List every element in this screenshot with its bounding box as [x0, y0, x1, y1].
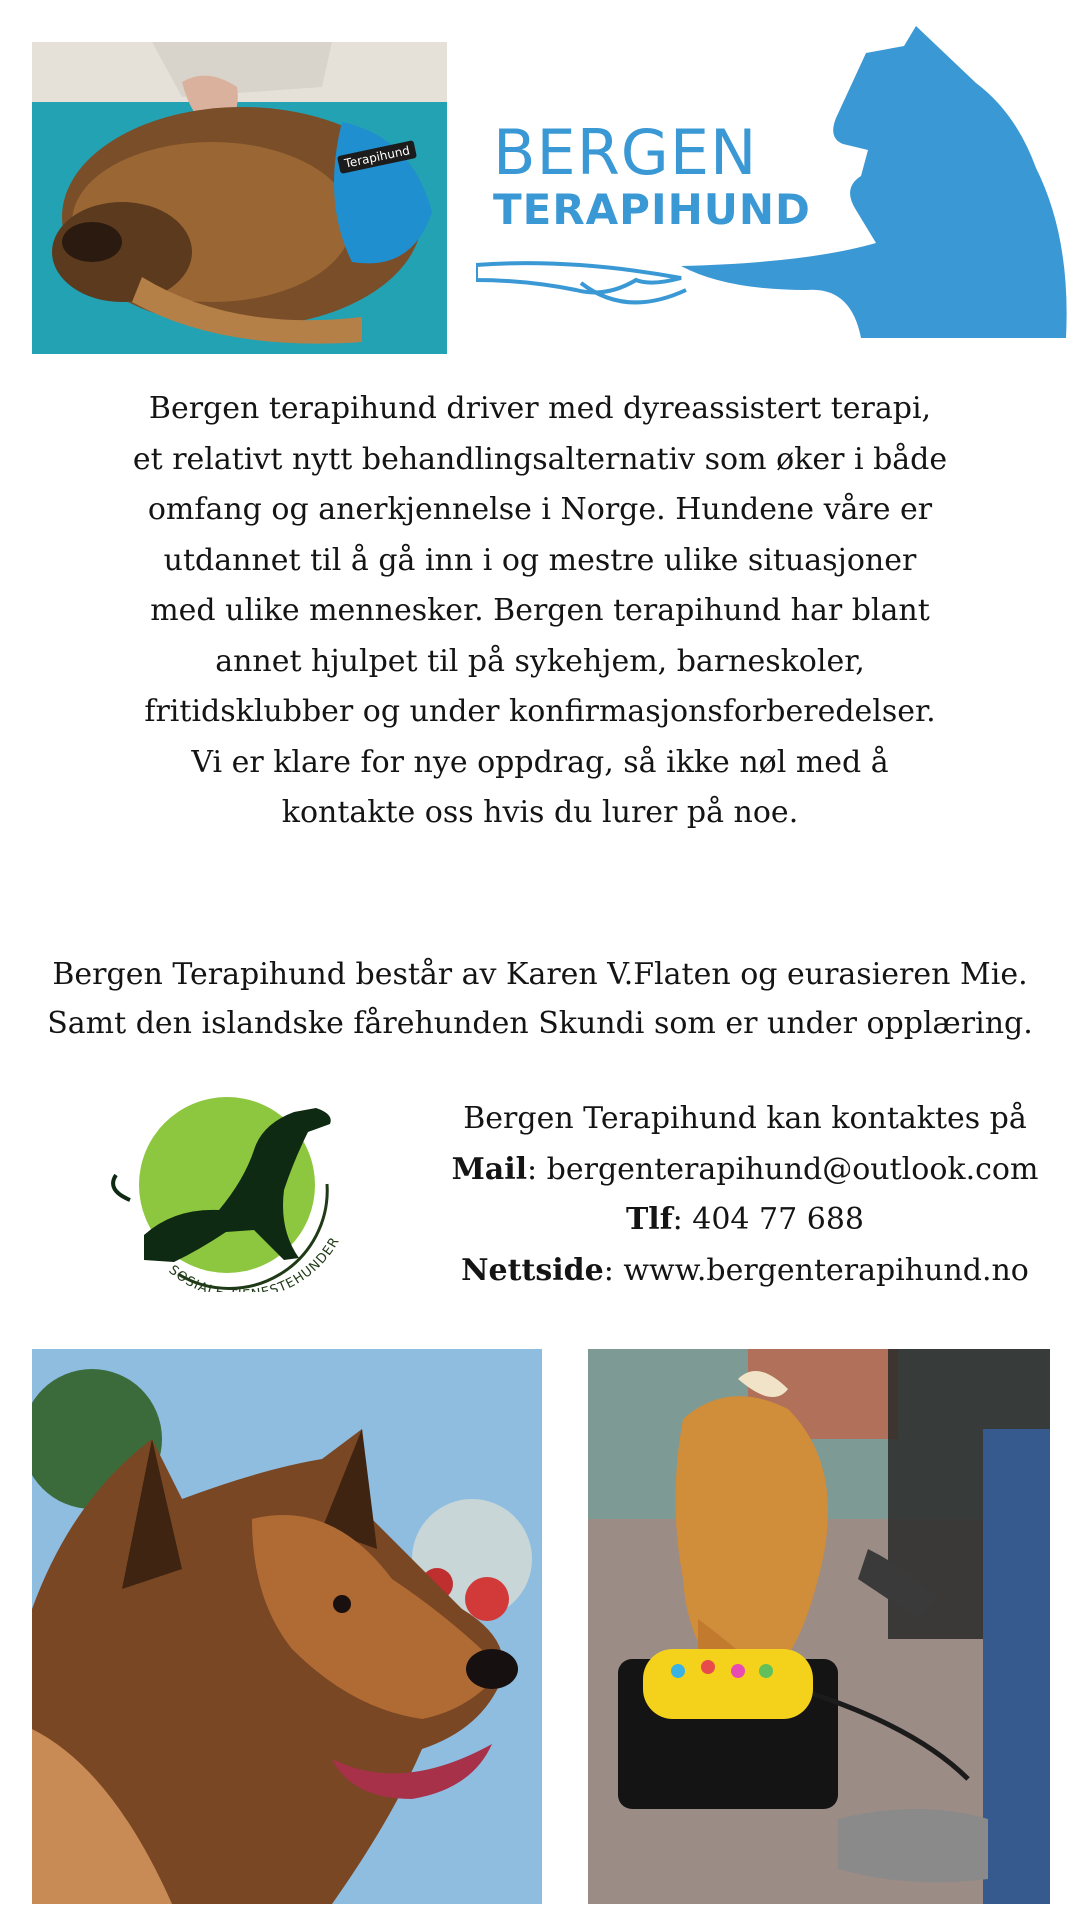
- intro-paragraph: Bergen terapihund driver med dyreassistert terapi, et relativt nytt behandlingsalternativ som øker i både omfang og anerkjennelse i Norge. Hundene våre er utdannet til å gå inn i og mestre ulike situasjoner med ulike mennesker. Bergen terapihund har blant annet hjulpet til på sykehjem, barneskoler, fritidsklubber og under konfirmasjonsforberedelser. Vi er klare for nye oppdrag, så ikke nøl med å kontakte oss hvis du lurer på noe.: [132, 391, 948, 830]
- team-line-1: Bergen Terapihund består av Karen V.Flaten og eurasieren Mie.: [52, 957, 1028, 992]
- photo-dog-with-toy: [588, 1349, 1050, 1904]
- website-link[interactable]: : www.bergenterapihund.no: [603, 1252, 1029, 1288]
- photo-dog-portrait: [32, 1349, 542, 1904]
- logo-text-bergen: BERGEN: [493, 116, 758, 189]
- contact-block: [420, 1094, 1070, 1296]
- phone-number[interactable]: : 404 77 688: [672, 1202, 865, 1237]
- mail-label: Mail: [451, 1151, 528, 1187]
- sosiale-tjenestehunder-logo: [104, 1080, 350, 1292]
- team-paragraph: [0, 950, 1080, 1048]
- bergen-terapihund-logo: [476, 18, 1068, 338]
- mail-address-link[interactable]: : bergenterapihund@outlook.com: [527, 1151, 1039, 1187]
- logo-text-terapihund: TERAPIHUND: [493, 185, 811, 234]
- badge-arc-text: SOSIAL STEHUNDER: [165, 1234, 343, 1292]
- contact-web: [420, 1246, 1070, 1297]
- web-label: Nettside: [461, 1252, 604, 1288]
- contact-heading: Bergen Terapihund kan kontaktes på: [463, 1101, 1027, 1136]
- team-line-2: Samt den islandske fårehunden Skundi som er under opplæring.: [47, 1006, 1033, 1041]
- photo-dog-on-cushion: [32, 42, 447, 354]
- contact-phone: [420, 1195, 1070, 1246]
- phone-label: Tlf: [625, 1202, 673, 1237]
- vest-label: Terapihund: [337, 140, 417, 174]
- contact-mail: [420, 1145, 1070, 1196]
